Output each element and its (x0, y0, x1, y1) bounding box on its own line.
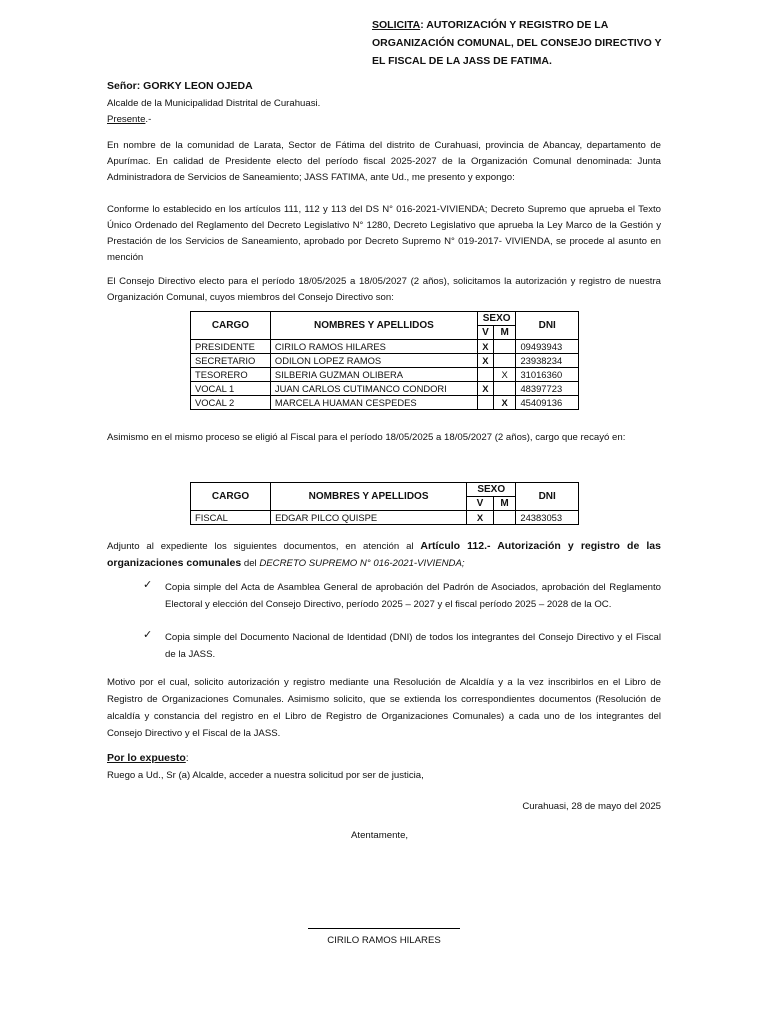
presente-word: Presente (107, 114, 146, 125)
council-header-row (191, 312, 579, 326)
council-paragraph: El Consejo Directivo electo para el período 18/05/2025 a 18/05/2027 (2 años), solicitamos la autorización y registro de nuestra Organización Comunal, cuyos miembros del Consejo Directivo son: (107, 276, 661, 303)
attach-mid: del (241, 558, 260, 569)
cell-nombre: MARCELA HUAMAN CESPEDES (270, 396, 477, 410)
cell-nombre: EDGAR PILCO QUISPE (271, 511, 467, 525)
signer-name: CIRILO RAMOS HILARES (327, 935, 441, 946)
attach-pre: Adjunto al expediente los siguientes documentos, en atención al (107, 541, 421, 552)
cell-v: X (477, 354, 493, 368)
cell-v: X (477, 382, 493, 396)
presente-line (107, 112, 151, 127)
motivo-paragraph: Motivo por el cual, solicito autorización y registro mediante una Resolución de Alcaldía y a la vez inscribirlos en el Libro de Registro de Organizaciones Comunales. Asimismo solicito, que se extienda los correspondientes documentos (Resolución de alcaldía y constancia del registro en el Libro de Registro de Organizaciones Comunales) a cada uno de los integrantes del Consejo Directivo y el Fiscal de la JASS. (107, 677, 661, 739)
header-cargo: CARGO (191, 483, 271, 511)
cell-dni: 24383053 (516, 511, 579, 525)
cell-cargo: VOCAL 1 (191, 382, 271, 396)
por-lo-expuesto (107, 752, 189, 764)
cell-v: X (477, 340, 493, 354)
por-colon: : (185, 752, 189, 764)
attach-decree: DECRETO SUPREMO N° 016-2021-VIVIENDA; (259, 558, 465, 569)
cell-cargo: FISCAL (191, 511, 271, 525)
addressee-name: Señor: GORKY LEON OJEDA (107, 80, 253, 92)
subject-label: SOLICITA (372, 19, 421, 31)
subject-text: : AUTORIZACIÓN Y REGISTRO DE LA ORGANIZACIÓN COMUNAL, DEL CONSEJO DIRECTIVO Y EL FISCAL DE LA JASS DE FATIMA. (372, 19, 662, 67)
header-nombres: NOMBRES Y APELLIDOS (270, 312, 477, 340)
cell-v (477, 396, 493, 410)
cell-cargo: PRESIDENTE (191, 340, 271, 354)
cell-cargo: SECRETARIO (191, 354, 271, 368)
header-m: M (493, 497, 516, 511)
cell-v (477, 368, 493, 382)
fiscal-paragraph: Asimismo en el mismo proceso se eligió al Fiscal para el período 18/05/2025 a 18/05/2027 (2 años), cargo que recayó en: (107, 432, 626, 443)
table-row (191, 511, 579, 525)
ruego-line: Ruego a Ud., Sr (a) Alcalde, acceder a nuestra solicitud por ser de justicia, (107, 770, 424, 781)
cell-cargo: VOCAL 2 (191, 396, 271, 410)
cell-dni: 31016360 (516, 368, 579, 382)
cell-nombre: ODILON LOPEZ RAMOS (270, 354, 477, 368)
table-row (191, 396, 579, 410)
attachment-paragraph (107, 538, 661, 572)
cell-dni: 48397723 (516, 382, 579, 396)
header-dni: DNI (516, 483, 579, 511)
header-sexo: SEXO (467, 483, 516, 497)
cell-nombre: JUAN CARLOS CUTIMANCO CONDORI (270, 382, 477, 396)
fiscal-table (190, 482, 579, 525)
fiscal-header-row (191, 483, 579, 497)
list-item: Copia simple del Documento Nacional de Identidad (DNI) de todos los integrantes del Consejo Directivo y el Fiscal de la JASS. (165, 632, 661, 660)
cell-nombre: CIRILO RAMOS HILARES (270, 340, 477, 354)
cell-m (493, 340, 516, 354)
legal-paragraph: Conforme lo establecido en los artículos 111, 112 y 113 del DS N° 016-2021-VIVIENDA; Decreto Supremo que aprueba el Texto Único Ordenado del Reglamento del Decreto Legislativo N° 1280, Decreto Legislativo que aprueba la Ley Marco de la Gestión y Prestación de los Servicios de Saneamiento, aprobado por Decreto Supremo N° 019-2017- VIVIENDA, se procede al asunto en mención (107, 204, 661, 263)
presente-suffix: .- (145, 114, 152, 125)
por-lo-expuesto-label: Por lo expuesto (107, 752, 186, 764)
check-icon: ✓ (143, 629, 153, 641)
intro-paragraph: En nombre de la comunidad de Larata, Sector de Fátima del distrito de Curahuasi, provincia de Abancay, departamento de Apurímac. En calidad de Presidente electo del período fiscal 2025-2027 de la Organización Comunal denominada: Junta Administradora de Servicios de Saneamiento; JASS FATIMA, ante Ud., me presento y expongo: (107, 140, 661, 183)
header-v: V (467, 497, 494, 511)
cell-v: X (467, 511, 494, 525)
header-cargo: CARGO (191, 312, 271, 340)
header-sexo: SEXO (477, 312, 516, 326)
header-nombres: NOMBRES Y APELLIDOS (271, 483, 467, 511)
cell-dni: 23938234 (516, 354, 579, 368)
cell-m: X (493, 368, 516, 382)
table-row (191, 368, 579, 382)
cell-m (493, 354, 516, 368)
table-row (191, 382, 579, 396)
table-row (191, 340, 579, 354)
cell-m (493, 382, 516, 396)
council-table (190, 311, 579, 410)
table-row (191, 354, 579, 368)
addressee-role: Alcalde de la Municipalidad Distrital de Curahuasi. (107, 98, 321, 109)
header-dni: DNI (516, 312, 579, 340)
header-v: V (477, 326, 493, 340)
subject-heading (372, 16, 672, 70)
check-icon: ✓ (143, 579, 153, 591)
cell-dni: 09493943 (516, 340, 579, 354)
date-line: Curahuasi, 28 de mayo del 2025 (522, 801, 661, 812)
closing: Atentamente, (351, 830, 409, 841)
attach-article: Artículo 112.- Autorización y registro de las organizaciones comunales (107, 540, 661, 569)
header-m: M (493, 326, 516, 340)
cell-nombre: SILBERIA GUZMAN OLIBERA (270, 368, 477, 382)
list-item: Copia simple del Acta de Asamblea General de aprobación del Padrón de Asociados, aprobación del Reglamento Electoral y elección del Consejo Directivo, período 2025 – 2027 y el fiscal período 2025 – 2028 de la OC. (165, 582, 661, 610)
signature-line (308, 928, 460, 929)
cell-m (493, 511, 516, 525)
cell-m: X (493, 396, 516, 410)
cell-cargo: TESORERO (191, 368, 271, 382)
cell-dni: 45409136 (516, 396, 579, 410)
